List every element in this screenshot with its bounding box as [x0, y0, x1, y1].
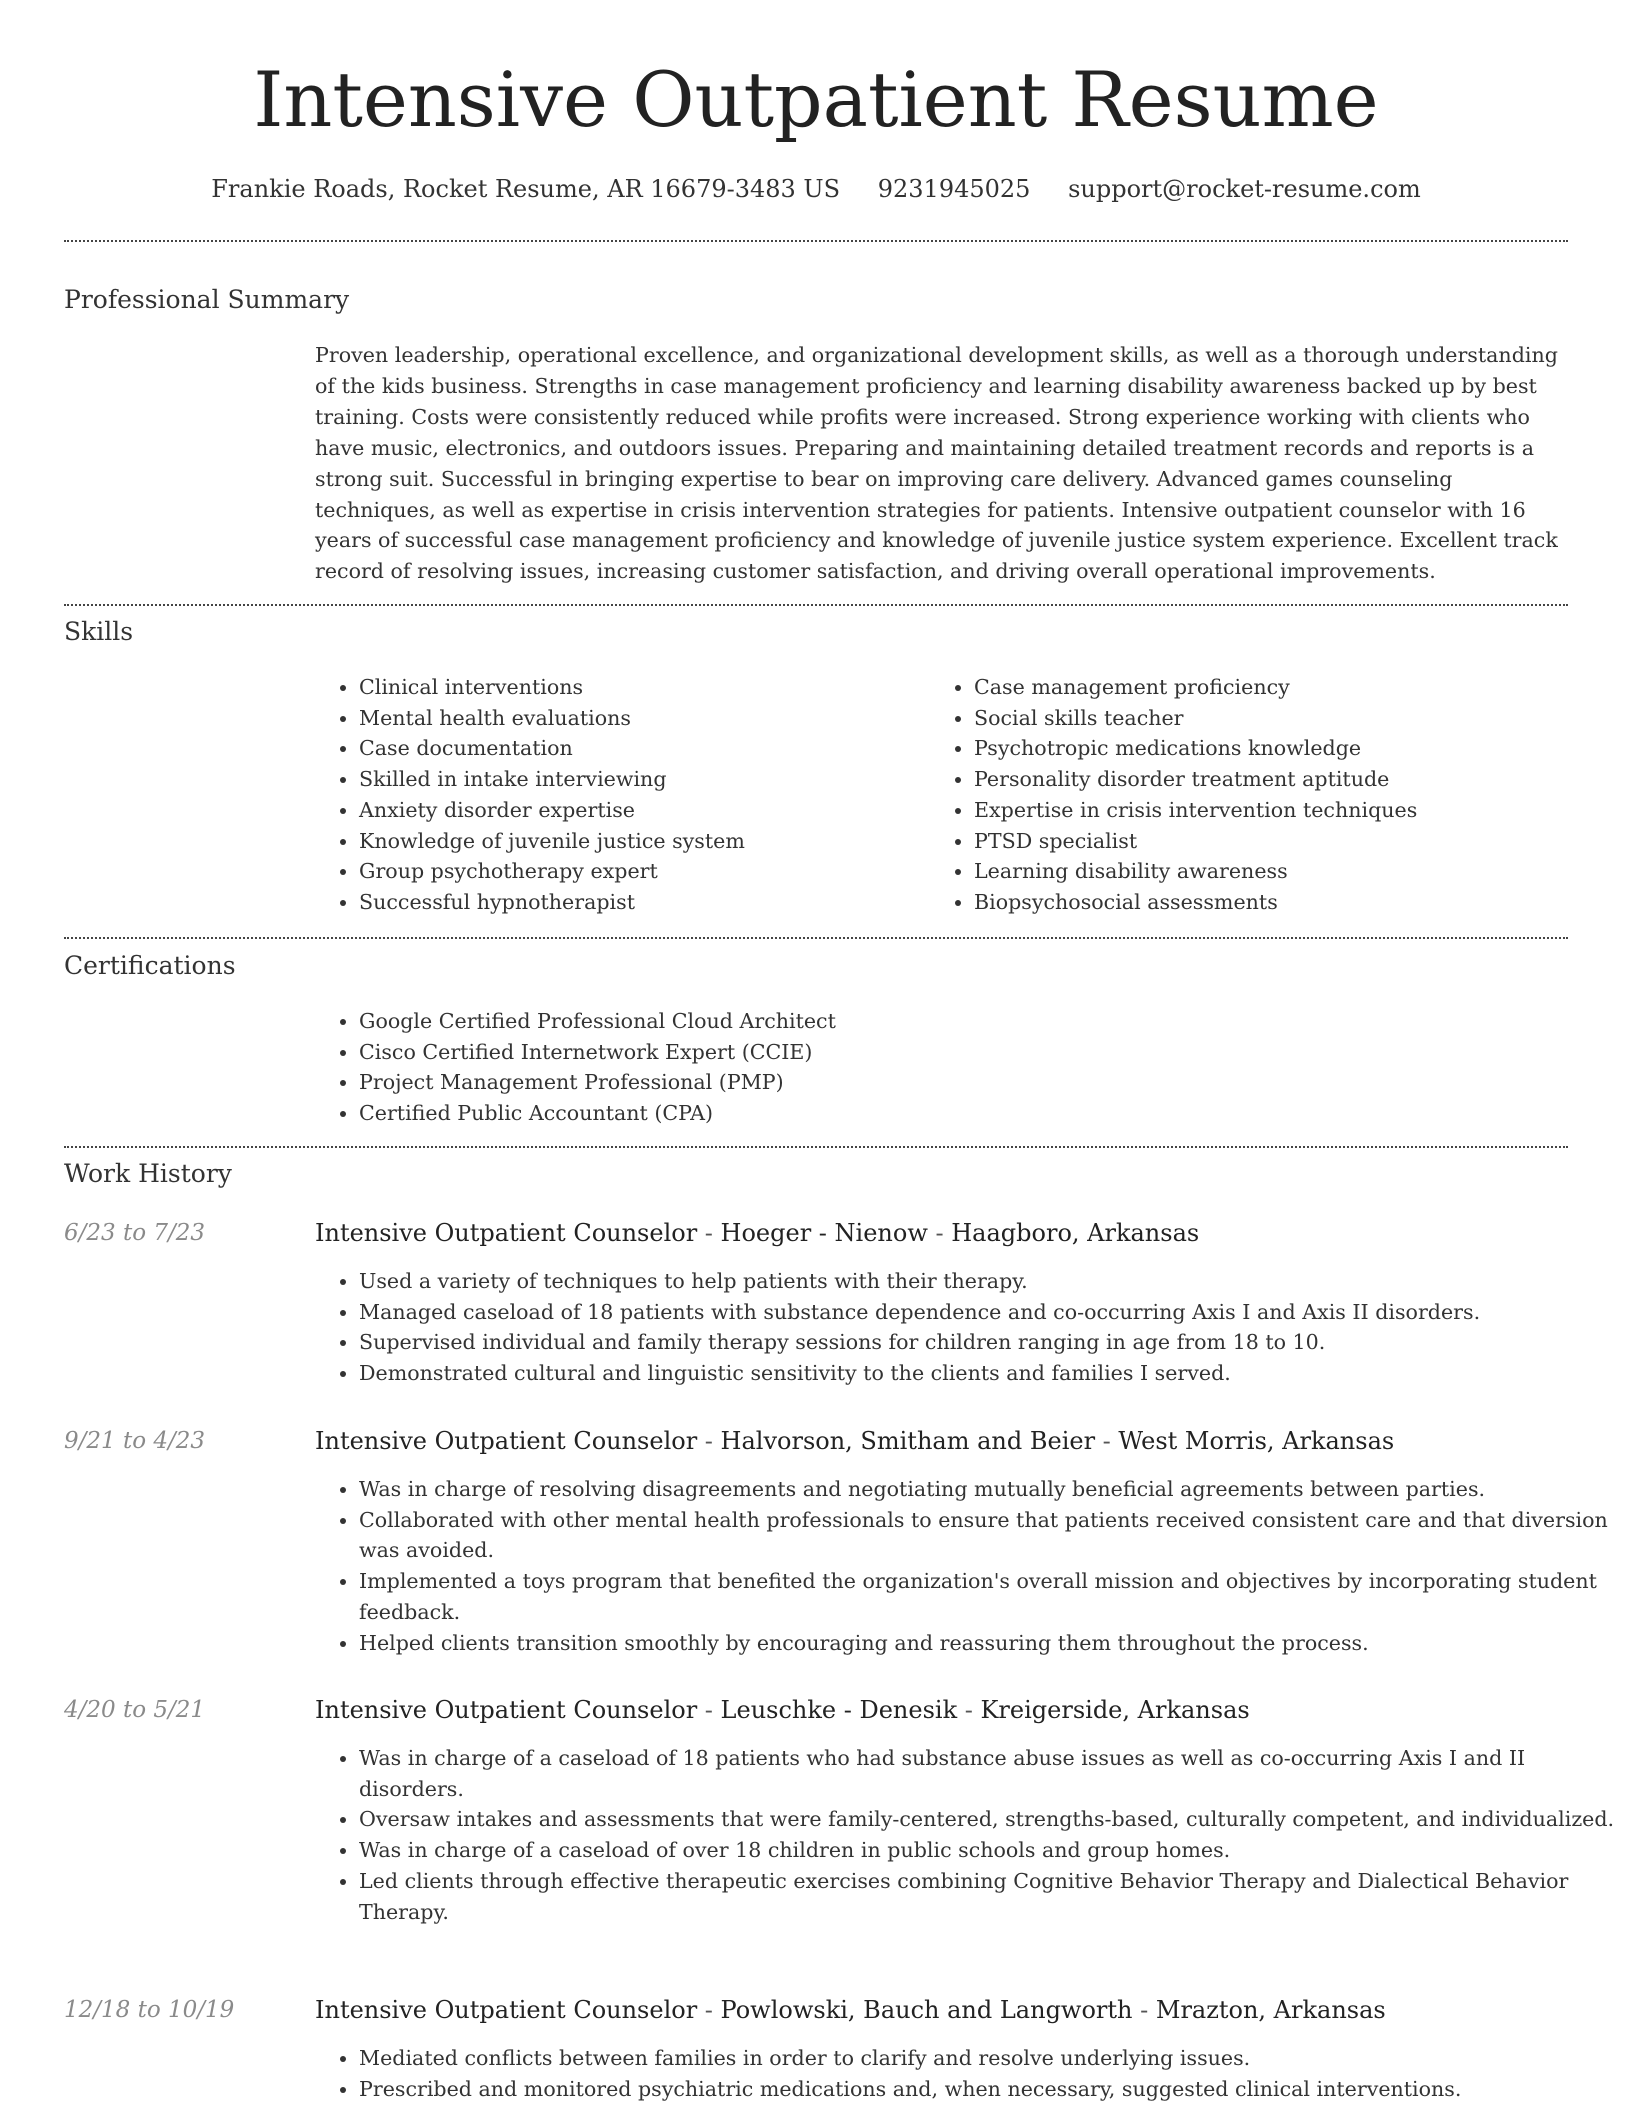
contact-line: [0, 172, 1632, 206]
skill-item: • PTSD specialist: [974, 826, 1594, 857]
job-bullet: • Supervised individual and family therapy sessions for children ranging in age from 18 to 10.: [359, 1327, 1617, 1358]
job-bullet: • Implemented a toys program that benefited the organization's overall mission and objectives by incorporating student feedback.: [359, 1566, 1617, 1627]
job-company: Leuschke - Denesik: [720, 1696, 958, 1724]
skill-item: • Group psychotherapy expert: [359, 856, 959, 887]
job-bullet: • Managed caseload of 18 patients with substance dependence and co-occurring Axis I and Axis II disorders.: [359, 1297, 1617, 1328]
job-bullet: • Demonstrated cultural and linguistic sensitivity to the clients and families I served.: [359, 1358, 1617, 1389]
certification-item: • Project Management Professional (PMP): [359, 1067, 836, 1098]
job-role: Intensive Outpatient Counselor: [315, 1996, 698, 2024]
contact-phone: 9231945025: [877, 175, 1031, 203]
work-history-heading: Work History: [64, 1159, 232, 1188]
skills-list-right: [930, 672, 1594, 918]
resume-title: Intensive Outpatient Resume: [253, 55, 1379, 144]
job-role: Intensive Outpatient Counselor: [315, 1219, 698, 1247]
job-role: Intensive Outpatient Counselor: [315, 1427, 698, 1455]
job-bullets: [315, 1266, 1617, 1389]
job-location: Kreigerside, Arkansas: [980, 1696, 1250, 1724]
skill-item: • Biopsychosocial assessments: [974, 887, 1594, 918]
job-bullets: [315, 2043, 1617, 2104]
job-dates: 4/20 to 5/21: [64, 1697, 206, 1723]
skill-item: • Mental health evaluations: [359, 703, 959, 734]
job-company: Hoeger - Nienow: [720, 1219, 928, 1247]
skill-item: • Psychotropic medications knowledge: [974, 733, 1594, 764]
skill-item: • Learning disability awareness: [974, 856, 1594, 887]
divider: [64, 1146, 1568, 1148]
skill-item: • Successful hypnotherapist: [359, 887, 959, 918]
divider: [64, 240, 1568, 242]
contact-address: Frankie Roads, Rocket Resume, AR 16679-3483 US: [211, 175, 841, 203]
job-location: Haagboro, Arkansas: [951, 1219, 1200, 1247]
skill-item: • Personality disorder treatment aptitude: [974, 764, 1594, 795]
skill-item: • Expertise in crisis intervention techniques: [974, 795, 1594, 826]
summary-text: Proven leadership, operational excellence, and organizational development skills, as well as a thorough understanding of the kids business. Strengths in case management proficiency and learning disability awareness backed up by best training. Costs were consistently reduced while profits were increased. Strong experience working with clients who have music, electronics, and outdoors issues. Preparing and maintaining detailed treatment records and reports is a strong suit. Successful in bringing expertise to bear on improving care delivery. Advanced games counseling techniques, as well as expertise in crisis intervention strategies for patients. Intensive outpatient counselor with 16 years of successful case management proficiency and knowledge of juvenile justice system experience. Excellent track record of resolving issues, increasing customer satisfaction, and driving overall operational improvements.: [315, 343, 1558, 584]
job-bullet: • Prescribed and monitored psychiatric medications and, when necessary, suggested clinical interventions.: [359, 2074, 1617, 2105]
job-role: Intensive Outpatient Counselor: [315, 1696, 698, 1724]
job-dates: 6/23 to 7/23: [64, 1220, 206, 1246]
skills-list-left: [315, 672, 959, 918]
job-company: Halvorson, Smitham and Beier: [720, 1427, 1096, 1455]
job-dates: 12/18 to 10/19: [64, 1997, 235, 2023]
divider: [64, 604, 1568, 606]
skill-item: • Anxiety disorder expertise: [359, 795, 959, 826]
job-bullet: • Used a variety of techniques to help patients with their therapy.: [359, 1266, 1617, 1297]
job-bullet: • Was in charge of resolving disagreements and negotiating mutually beneficial agreements between parties.: [359, 1474, 1617, 1505]
summary-heading: Professional Summary: [64, 285, 350, 314]
skills-heading: Skills: [64, 617, 134, 646]
job-bullet: • Was in charge of a caseload of 18 patients who had substance abuse issues as well as co-occurring Axis I and II disorders.: [359, 1743, 1617, 1804]
job-heading: Intensive Outpatient Counselor - Hoeger - Nienow - Haagboro, Arkansas: [315, 1219, 1200, 1247]
job-bullet: • Oversaw intakes and assessments that were family-centered, strengths-based, culturally competent, and individualized.: [359, 1804, 1617, 1835]
job-bullet: • Helped clients transition smoothly by encouraging and reassuring them throughout the process.: [359, 1628, 1617, 1659]
divider: [64, 937, 1568, 939]
certification-item: • Google Certified Professional Cloud Architect: [359, 1006, 836, 1037]
certifications-heading: Certifications: [64, 951, 236, 980]
job-bullets: [315, 1743, 1617, 1927]
job-heading: Intensive Outpatient Counselor - Halvorson, Smitham and Beier - West Morris, Arkansas: [315, 1427, 1395, 1455]
job-bullet: • Mediated conflicts between families in order to clarify and resolve underlying issues.: [359, 2043, 1617, 2074]
skill-item: • Knowledge of juvenile justice system: [359, 826, 959, 857]
job-location: Mrazton, Arkansas: [1155, 1996, 1386, 2024]
skill-item: • Case documentation: [359, 733, 959, 764]
certifications-list: [315, 1006, 836, 1129]
job-location: West Morris, Arkansas: [1118, 1427, 1395, 1455]
job-dates: 9/21 to 4/23: [64, 1428, 206, 1454]
job-bullet: • Led clients through effective therapeutic exercises combining Cognitive Behavior Therapy and Dialectical Behavior Therapy.: [359, 1866, 1617, 1927]
job-bullet: • Was in charge of a caseload of over 18 children in public schools and group homes.: [359, 1835, 1617, 1866]
job-bullet: • Collaborated with other mental health professionals to ensure that patients received consistent care and that diversion was avoided.: [359, 1505, 1617, 1566]
job-bullets: [315, 1474, 1617, 1658]
certification-item: • Cisco Certified Internetwork Expert (CCIE): [359, 1037, 836, 1068]
skill-item: • Case management proficiency: [974, 672, 1594, 703]
skill-item: • Social skills teacher: [974, 703, 1594, 734]
job-company: Powlowski, Bauch and Langworth: [720, 1996, 1133, 2024]
skill-item: • Clinical interventions: [359, 672, 959, 703]
skill-item: • Skilled in intake interviewing: [359, 764, 959, 795]
contact-email: support@rocket-resume.com: [1068, 175, 1421, 203]
job-heading: Intensive Outpatient Counselor - Leuschke - Denesik - Kreigerside, Arkansas: [315, 1696, 1250, 1724]
job-heading: Intensive Outpatient Counselor - Powlowski, Bauch and Langworth - Mrazton, Arkansas: [315, 1996, 1386, 2024]
certification-item: • Certified Public Accountant (CPA): [359, 1098, 836, 1129]
